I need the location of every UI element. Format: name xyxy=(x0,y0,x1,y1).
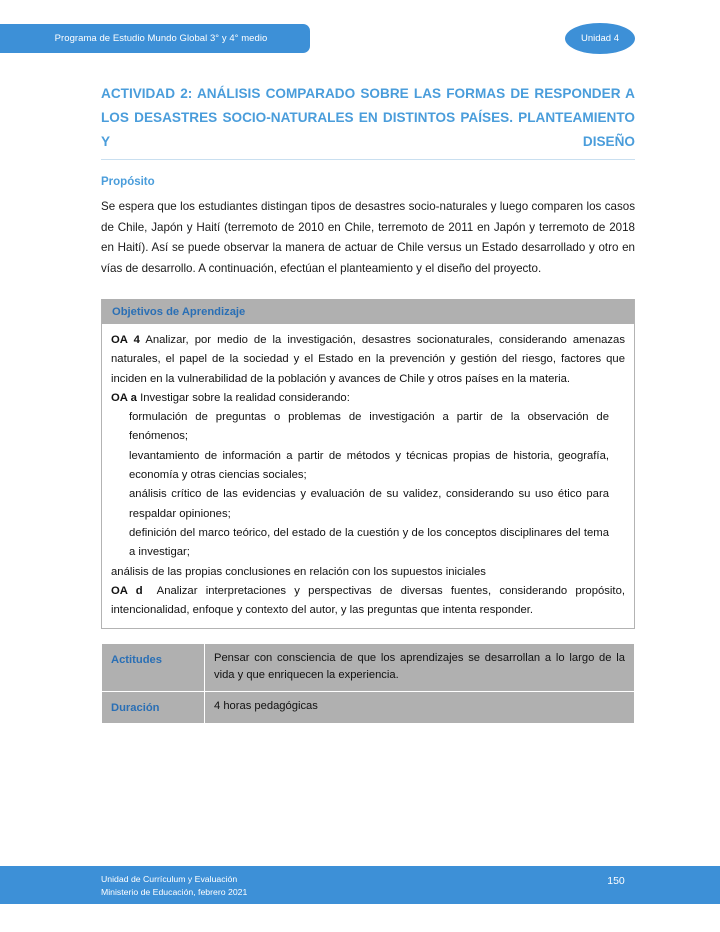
oaa-item-text: análisis crítico de las evidencias y evaluación de su validez, considerando su uso ético para respaldar opiniones; xyxy=(129,488,609,520)
purpose-heading: Propósito xyxy=(101,176,155,188)
oaa-item-text: formulación de preguntas o problemas de investigación a partir de la observación de fenómenos; xyxy=(129,411,609,443)
activity-title: ACTIVIDAD 2: ANÁLISIS COMPARADO SOBRE LAS FORMAS DE RESPONDER A LOS DESASTRES SOCIO-NATURALES EN DISTINTOS PAÍSES. PLANTEAMIENTO Y DISEÑO xyxy=(101,82,635,160)
unit-badge xyxy=(565,23,635,54)
learning-objectives-box xyxy=(101,299,635,629)
oaa-text: Investigar sobre la realidad considerando: xyxy=(140,391,350,404)
page-header xyxy=(0,0,720,70)
learning-objectives-header-label: Objetivos de Aprendizaje xyxy=(112,305,246,318)
duration-label-cell xyxy=(102,692,205,724)
oaa-item xyxy=(111,408,625,447)
oa4-line xyxy=(111,331,625,389)
oad-line xyxy=(111,582,625,621)
duration-value: 4 horas pedagógicas xyxy=(214,700,318,713)
oad-text: Analizar interpretaciones y perspectivas de diversas fuentes, considerando propósito, intencionalidad, enfoque y contexto del autor, y las preguntas que intenta responder. xyxy=(111,584,625,617)
oaa-code: OA a xyxy=(111,391,137,404)
footer-organization xyxy=(101,873,247,898)
program-title-tab xyxy=(0,24,310,53)
attitudes-value: Pensar con consciencia de que los aprendizajes se desarrollan a lo largo de la vida y que enriquecen la experiencia. xyxy=(214,652,625,682)
oaa-line xyxy=(111,389,625,408)
oaa-item xyxy=(111,524,625,563)
footer-line-1: Unidad de Currículum y Evaluación xyxy=(101,874,238,884)
table-row xyxy=(102,644,635,692)
attitudes-label-cell xyxy=(102,644,205,692)
footer-line-2: Ministerio de Educación, febrero 2021 xyxy=(101,886,248,897)
unit-badge-label: Unidad 4 xyxy=(580,33,620,44)
attributes-table xyxy=(101,643,635,724)
learning-objectives-body xyxy=(102,324,634,628)
oa4-code: OA 4 xyxy=(111,334,140,346)
duration-value-cell xyxy=(205,692,635,724)
oaa-item-text: levantamiento de información a partir de métodos y técnicas propias de historia, geografía, economía y otras ciencias sociales; xyxy=(129,449,609,482)
attitudes-value-cell xyxy=(205,644,635,692)
duration-label: Duración xyxy=(111,702,160,715)
learning-objectives-header xyxy=(102,299,634,324)
oaa-item xyxy=(111,447,625,486)
page-content xyxy=(101,82,635,724)
purpose-paragraph: Se espera que los estudiantes distingan tipos de desastres socio-naturales y luego comparen los casos de Chile, Japón y Haití (terremoto de 2010 en Chile, terremoto de 2011 en Japón y terremoto de 2018 en Haití). Así se puede observar la manera de actuar de Chile versus un Estado desarrollado y otro en vías de desarrollo. A continuación, efectúan el planteamiento y el diseño del proyecto. xyxy=(101,200,635,275)
program-title-label: Programa de Estudio Mundo Global 3° y 4° medio xyxy=(54,33,268,44)
oaa-item xyxy=(111,485,625,524)
table-row xyxy=(102,692,635,724)
page-number: 150 xyxy=(607,875,625,887)
attitudes-label: Actitudes xyxy=(111,654,162,667)
page-footer xyxy=(0,866,720,904)
oaa-item-text: definición del marco teórico, del estado de la cuestión y de los conceptos disciplinares del tema a investigar; xyxy=(129,526,609,559)
oaa-closing-line: análisis de las propias conclusiones en relación con los supuestos iniciales xyxy=(111,565,486,578)
oad-code: OA d xyxy=(111,584,143,597)
oa4-text: Analizar, por medio de la investigación, desastres socionaturales, considerando amenazas naturales, el papel de la sociedad y el Estado en la prevención y gestión del riesgo, factores que inciden en la vulnerabilidad de la población y avances de Chile y otros países en la materia. xyxy=(111,334,625,385)
